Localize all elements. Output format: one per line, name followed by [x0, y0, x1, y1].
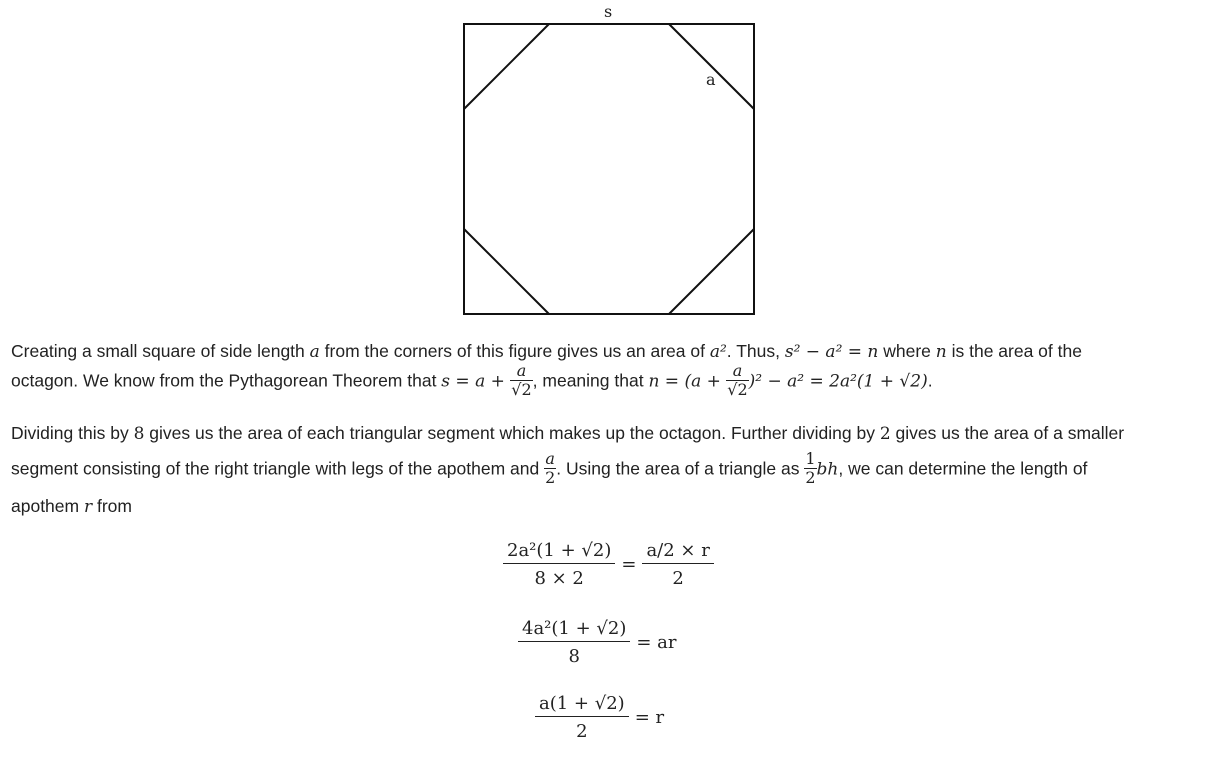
frac-den: 2	[545, 467, 556, 487]
corner-cut-top-right	[669, 24, 754, 109]
math-bh: bh	[816, 459, 839, 480]
math-n-eq: n = (a +	[648, 371, 727, 392]
text: Dividing this by	[11, 423, 134, 443]
fraction-1-over-2	[804, 450, 816, 486]
equation-2	[518, 618, 682, 667]
text: apothem	[11, 496, 84, 516]
math-n: n	[935, 342, 947, 362]
text: is the area of the	[946, 341, 1082, 361]
side-label-a: a	[706, 70, 716, 89]
equation-1	[503, 540, 714, 589]
radicand: 2	[737, 379, 748, 399]
equation-3-lhs-numerator: a(1 + √2)	[539, 693, 625, 714]
equation-3-relation: = r	[634, 707, 665, 728]
math-r: r	[83, 497, 93, 517]
frac-num: 1	[805, 449, 816, 468]
paragraph-1-line-1	[11, 341, 1206, 362]
equation-1-rhs-numerator: a/2 × r	[646, 540, 710, 561]
math-2: 2	[879, 424, 891, 444]
paragraph-2-line-3	[11, 496, 1206, 517]
equation-2-relation: = ar	[636, 632, 677, 653]
paragraph-2-line-1	[11, 423, 1206, 444]
math-n-rest: )² − a² = 2a²(1 + √2)	[748, 371, 928, 392]
period: .	[927, 370, 933, 391]
paragraph-1-line-2	[11, 361, 1206, 400]
frac-den: 2	[805, 467, 816, 487]
paragraph-2-line-2	[11, 449, 1206, 488]
equation-1-lhs-numerator: 2a²(1 + √2)	[507, 540, 612, 561]
side-label-s: s	[604, 2, 613, 21]
math-s-eq: s = a +	[441, 371, 511, 392]
fraction-a-over-root2	[510, 362, 532, 398]
text: octagon. We know from the Pythagorean Theorem that	[11, 370, 442, 391]
equation-1-rhs-denominator: 2	[642, 563, 713, 589]
text: gives us the area of a smaller	[890, 423, 1125, 443]
text: . Using the area of a triangle as	[556, 458, 805, 479]
text: from the corners of this figure gives us an area of	[319, 341, 710, 361]
equation-2-lhs-numerator: 4a²(1 + √2)	[522, 618, 627, 639]
math-8: 8	[133, 424, 145, 444]
text: from	[92, 496, 132, 516]
text: Creating a small square of side length	[11, 341, 310, 361]
equation-1-rhs	[642, 540, 713, 589]
corner-cut-bottom-right	[669, 229, 754, 314]
text: where	[878, 341, 936, 361]
math-a: a	[309, 342, 320, 362]
text: , we can determine the length of	[838, 458, 1088, 479]
frac-num: a	[516, 361, 527, 380]
text: . Thus,	[726, 341, 785, 361]
frac-num: a	[545, 449, 555, 468]
text: , meaning that	[532, 370, 649, 391]
equation-3-lhs-denominator: 2	[535, 716, 629, 742]
corner-cut-top-left	[464, 24, 549, 109]
radicand: 2	[521, 379, 532, 399]
equation-1-lhs	[503, 540, 615, 589]
outer-square	[464, 24, 754, 314]
corner-cut-bottom-left	[464, 229, 549, 314]
equation-2-lhs-denominator: 8	[518, 641, 630, 667]
frac-den: √2	[511, 379, 532, 399]
fraction-a-over-root2-b	[726, 362, 748, 398]
fraction-a-over-2	[544, 450, 556, 486]
frac-den: √2	[727, 379, 748, 399]
octagon-figure	[450, 0, 770, 322]
octagon-diagram	[450, 0, 770, 322]
equation-3	[535, 693, 670, 742]
math-s2-minus-a2: s² − a² = n	[784, 342, 879, 362]
math-a-squared: a²	[709, 342, 727, 362]
equation-3-lhs	[535, 693, 629, 742]
frac-num: a	[732, 361, 743, 380]
equation-1-lhs-denominator: 8 × 2	[503, 563, 615, 589]
text: segment consisting of the right triangle with legs of the apothem and	[11, 458, 545, 479]
equation-1-relation: =	[621, 554, 637, 575]
equation-2-lhs	[518, 618, 630, 667]
text: gives us the area of each triangular segment which makes up the octagon. Further dividing by	[144, 423, 880, 443]
